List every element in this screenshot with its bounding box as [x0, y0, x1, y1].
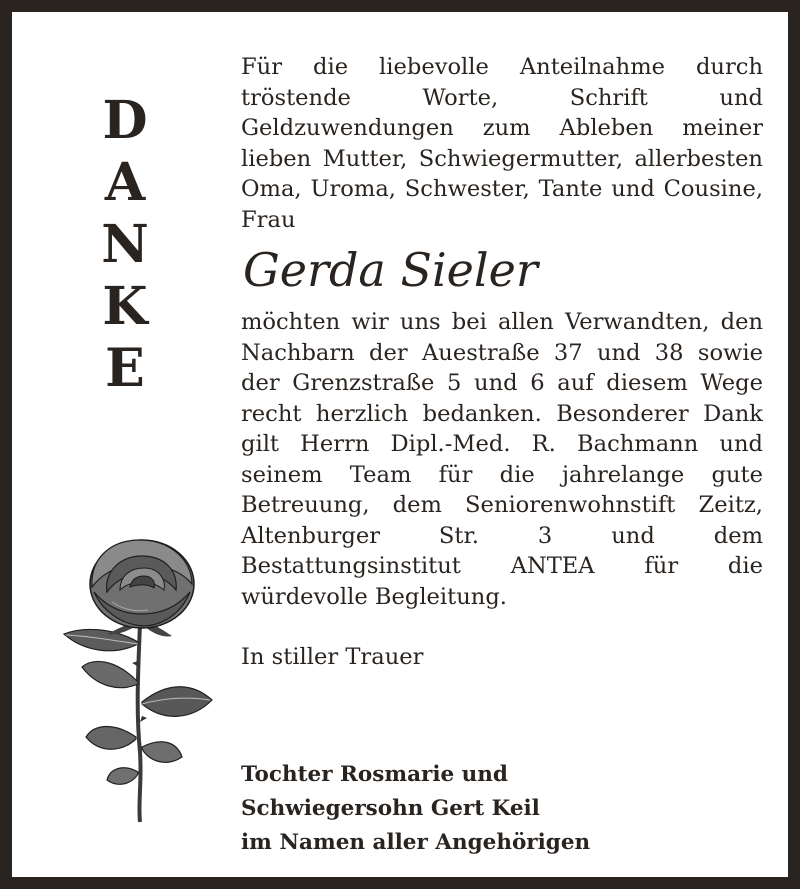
heading-letter: N [101, 214, 149, 275]
mourning-line: In stiller Trauer [241, 644, 424, 670]
heading-letter: E [105, 338, 145, 399]
thanks-paragraph: möchten wir uns bei allen Verwandten, den Nachbarn der Auestraße 37 und 38 sowie der Grenzstraße 5 und 6 auf diesem Wege recht herzlich bedanken. Besonderer Dank gilt Herrn Dipl.-Med. R. Bachmann und seinem Team für die jahrelange gute Betreuung, dem Seniorenwohnstift Zeitz, Altenburger Str. 3 und dem Bestattungsinstitut ANTEA für die würdevolle Begleitung. [241, 309, 763, 610]
heading-letter: A [104, 152, 146, 213]
rose-illustration [52, 532, 227, 827]
heading-letter: D [102, 90, 148, 151]
signer-line: im Namen aller Angehörigen [241, 830, 591, 855]
message-body [241, 52, 763, 673]
signers-block [241, 758, 761, 860]
heading-letter: K [102, 276, 148, 337]
intro-paragraph: Für die liebevolle Anteilnahme durch tröstende Worte, Schrift und Geldzuwendungen zum Ableben meiner lieben Mutter, Schwiegermutter, allerbesten Oma, Uroma, Schwester, Tante und Cousine, Frau [241, 54, 763, 233]
deceased-name: Gerda Sieler [243, 243, 538, 297]
signer-line: Schwiegersohn Gert Keil [241, 796, 540, 821]
danke-heading [80, 90, 170, 400]
signer-line: Tochter Rosmarie und [241, 762, 508, 787]
